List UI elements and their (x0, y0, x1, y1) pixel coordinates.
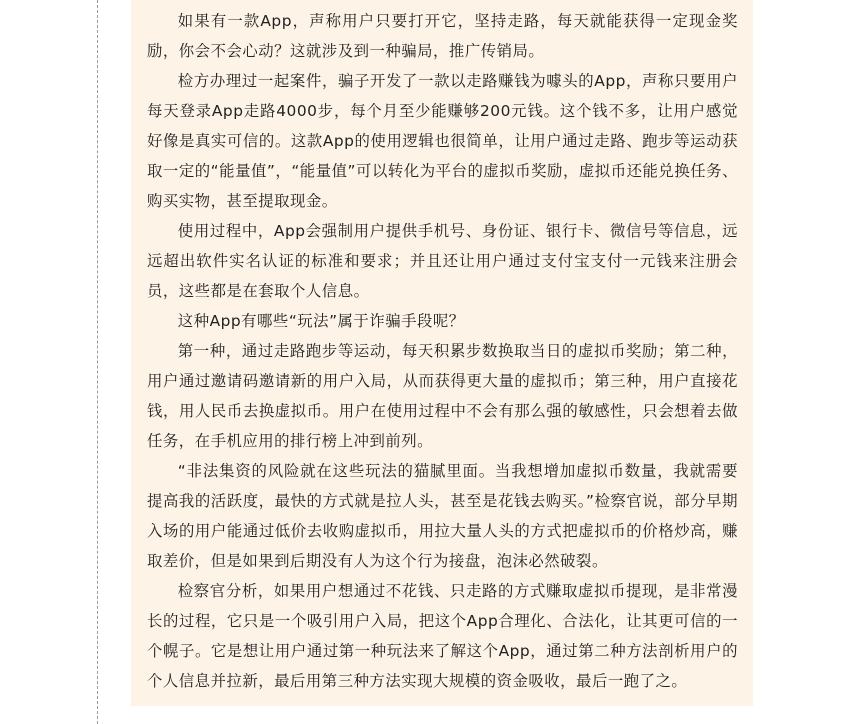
article-paragraph: 第一种，通过走路跑步等运动，每天积累步数换取当日的虚拟币奖励；第二种，用户通过邀请码邀请新的用户入局，从而获得更大量的虚拟币；第三种，用户直接花钱，用人民币去换虚拟币。用户在使用过程中不会有那么强的敏感性，只会想着去做任务，在手机应用的排行榜上冲到前列。 (147, 342, 738, 450)
article-body (147, 6, 738, 696)
article-paragraph: 检方办理过一起案件，骗子开发了一款以走路赚钱为噱头的App，声称只要用户每天登录App走路4000步，每个月至少能赚够200元钱。这个钱不多，让用户感觉好像是真实可信的。这款App的使用逻辑也很简单，让用户通过走路、跑步等运动获取一定的“能量值”，“能量值”可以转化为平台的虚拟币奖励，虚拟币还能兑换任务、购买实物，甚至提取现金。 (147, 72, 738, 210)
article-paragraph: 这种App有哪些“玩法”属于诈骗手段呢？ (177, 312, 465, 330)
article-paragraph: 使用过程中，App会强制用户提供手机号、身份证、银行卡、微信号等信息，远远超出软件实名认证的标准和要求；并且还让用户通过支付宝支付一元钱来注册会员，这些都是在套取个人信息。 (147, 222, 738, 300)
article-paragraph: 检察官分析，如果用户想通过不花钱、只走路的方式赚取虚拟币提现，是非常漫长的过程，它只是一个吸引用户入局，把这个App合理化、合法化，让其更可信的一个幌子。它是想让用户通过第一种玩法来了解这个App，通过第二种方法剖析用户的个人信息并拉新，最后用第三种方法实现大规模的资金吸收，最后一跑了之。 (147, 582, 738, 690)
article-paragraph: 如果有一款App，声称用户只要打开它，坚持走路，每天就能获得一定现金奖励，你会不会心动？这就涉及到一种骗局，推广传销局。 (147, 12, 738, 60)
article-paragraph: “非法集资的风险就在这些玩法的猫腻里面。当我想增加虚拟币数量，我就需要提高我的活跃度，最快的方式就是拉人头，甚至是花钱去购买。”检察官说，部分早期入场的用户能通过低价去收购虚拟币，用拉大量人头的方式把虚拟币的价格炒高，赚取差价，但是如果到后期没有人为这个行为接盘，泡沫必然破裂。 (147, 462, 738, 570)
dashed-divider-line (97, 0, 98, 724)
